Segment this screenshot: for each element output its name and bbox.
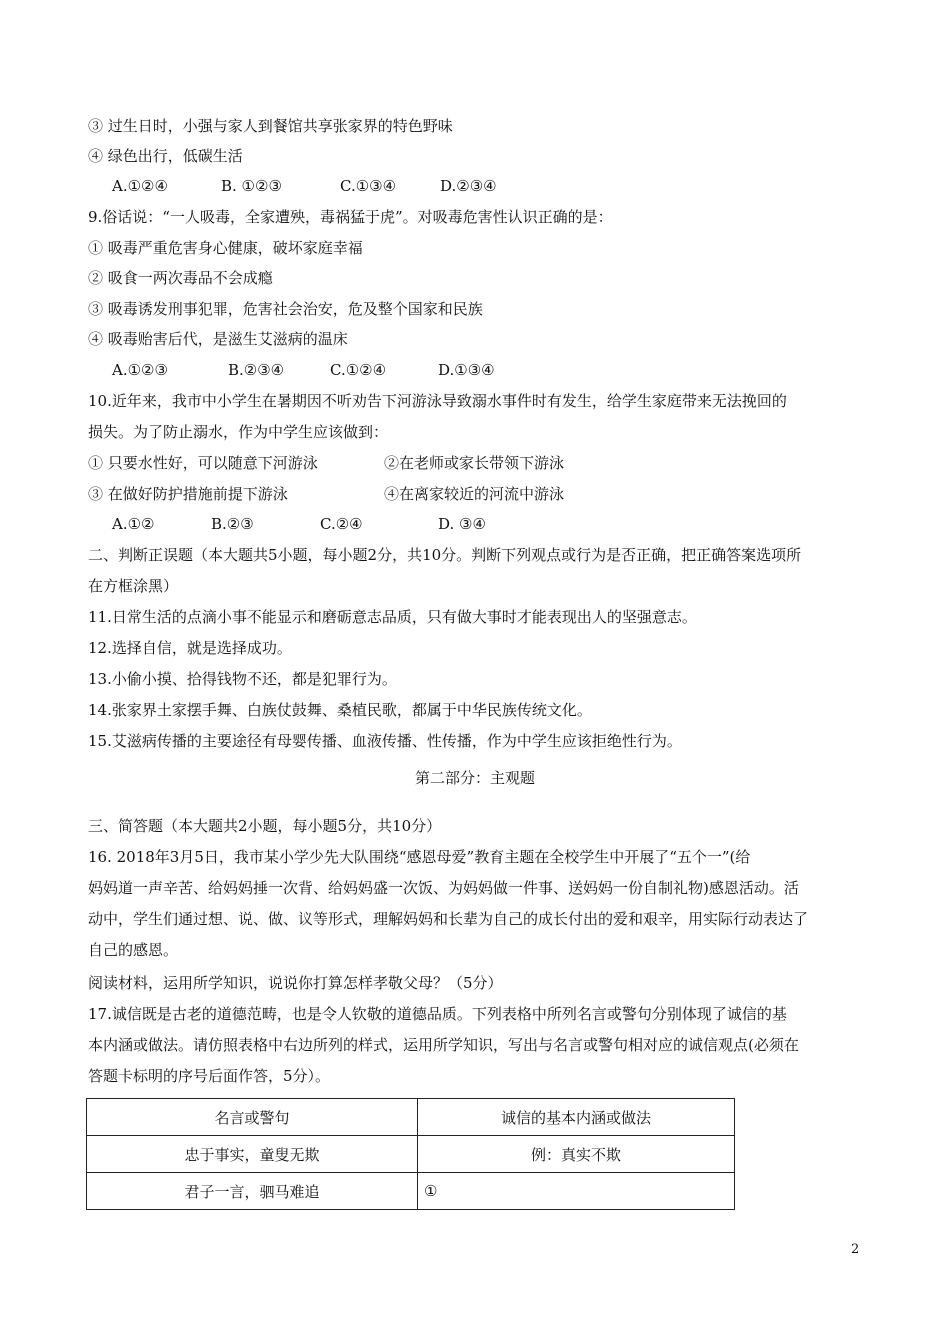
q9-statement-4: ④ 吸毒贻害后代，是滋生艾滋病的温床: [88, 330, 348, 348]
table-cell: 君子一言，驷马难追: [87, 1173, 418, 1210]
page-number: 2: [851, 1242, 860, 1257]
q16-line-1: 16. 2018年3月5日，我市某小学少先大队围绕“感恩母爱”教育主题在全校学生中开展了“五个一”(给: [88, 848, 751, 866]
q8-option-a: A.①②④: [112, 177, 168, 195]
q8-statement-4: ④ 绿色出行，低碳生活: [88, 147, 243, 165]
q11: 11.日常生活的点滴小事不能显示和磨砺意志品质，只有做大事时才能表现出人的坚强意志。: [88, 608, 697, 626]
q16-line-3: 动中，学生们通过想、说、做、议等形式，理解妈妈和长辈为自己的成长付出的爱和艰辛，用实际行动表达了: [88, 910, 809, 928]
section-2-heading-line-2: 在方框涂黑）: [88, 577, 179, 595]
part-2-title: 第二部分：主观题: [414, 769, 535, 787]
section-3-heading: 三、简答题（本大题共2小题，每小题5分，共10分）: [88, 817, 442, 835]
q10-option-c: C.②④: [320, 515, 363, 533]
q8-option-b: B. ①②③: [221, 177, 282, 195]
q10-statement-3: ③ 在做好防护措施前提下游泳: [88, 485, 288, 503]
q17-line-2: 本内涵或做法。请仿照表格中右边所列的样式，运用所学知识，写出与名言或警句相对应的诚信观点(必须在: [88, 1036, 799, 1054]
table-header-cell: 名言或警句: [87, 1099, 418, 1136]
q17-line-1: 17.诚信既是古老的道德范畴，也是令人钦敬的道德品质。下列表格中所列名言或警句分别体现了诚信的基: [88, 1005, 787, 1023]
q17-table: [86, 1098, 735, 1210]
q9-option-c: C.①②④: [330, 361, 387, 379]
q9-stem: 9.俗话说：“一人吸毒，全家遭殃，毒祸猛于虎”。对吸毒危害性认识正确的是：: [88, 208, 613, 226]
q16-question: 阅读材料，运用所学知识，说说你打算怎样孝敬父母？（5分）: [88, 974, 503, 992]
q12: 12.选择自信，就是选择成功。: [88, 639, 292, 657]
q9-statement-3: ③ 吸毒诱发刑事犯罪，危害社会治安，危及整个国家和民族: [88, 300, 483, 318]
q10-option-d: D. ③④: [438, 515, 486, 533]
q9-option-a: A.①②③: [112, 361, 168, 379]
table-cell: 例：真实不欺: [418, 1136, 735, 1173]
q9-option-d: D.①③④: [438, 361, 495, 379]
q16-line-4: 自己的感恩。: [88, 941, 179, 959]
q8-option-c: C.①③④: [340, 177, 397, 195]
table-header-cell: 诚信的基本内涵或做法: [418, 1099, 735, 1136]
q17-line-3: 答题卡标明的序号后面作答，5分）。: [88, 1067, 331, 1085]
q10-statement-1: ① 只要水性好，可以随意下河游泳: [88, 454, 318, 472]
q13: 13.小偷小摸、拾得钱物不还，都是犯罪行为。: [88, 670, 397, 688]
q8-option-d: D.②③④: [440, 177, 497, 195]
q10-option-a: A.①②: [112, 515, 155, 533]
q9-statement-2: ② 吸食一两次毒品不会成瘾: [88, 269, 273, 287]
q14: 14.张家界土家摆手舞、白族仗鼓舞、桑植民歌，都属于中华民族传统文化。: [88, 701, 592, 719]
q10-stem-line-1: 10.近年来，我市中小学生在暑期因不听劝告下河游泳导致溺水事件时有发生，给学生家庭带来无法挽回的: [88, 392, 787, 410]
table-row: [87, 1173, 735, 1210]
q8-statement-3: ③ 过生日时，小强与家人到餐馆共享张家界的特色野味: [88, 117, 453, 135]
table-cell: 忠于事实，童叟无欺: [87, 1136, 418, 1173]
q9-statement-1: ① 吸毒严重危害身心健康，破坏家庭幸福: [88, 239, 363, 257]
q10-stem-line-2: 损失。为了防止溺水，作为中学生应该做到：: [88, 423, 389, 441]
table-cell: ①: [418, 1173, 735, 1210]
section-2-heading-line-1: 二、判断正误题（本大题共5小题，每小题2分，共10分。判断下列观点或行为是否正确，把正确答案选项所: [88, 546, 802, 564]
q10-statement-4: ④在离家较近的河流中游泳: [384, 485, 565, 503]
table-header-row: [87, 1099, 735, 1136]
q10-option-b: B.②③: [211, 515, 254, 533]
q16-line-2: 妈妈道一声辛苦、给妈妈捶一次背、给妈妈盛一次饭、为妈妈做一件事、送妈妈一份自制礼物)感恩活动。活: [88, 879, 799, 897]
table-row: [87, 1136, 735, 1173]
q10-statement-2: ②在老师或家长带领下游泳: [384, 454, 565, 472]
q9-option-b: B.②③④: [228, 361, 285, 379]
q15: 15.艾滋病传播的主要途径有母婴传播、血液传播、性传播，作为中学生应该拒绝性行为。: [88, 732, 682, 750]
